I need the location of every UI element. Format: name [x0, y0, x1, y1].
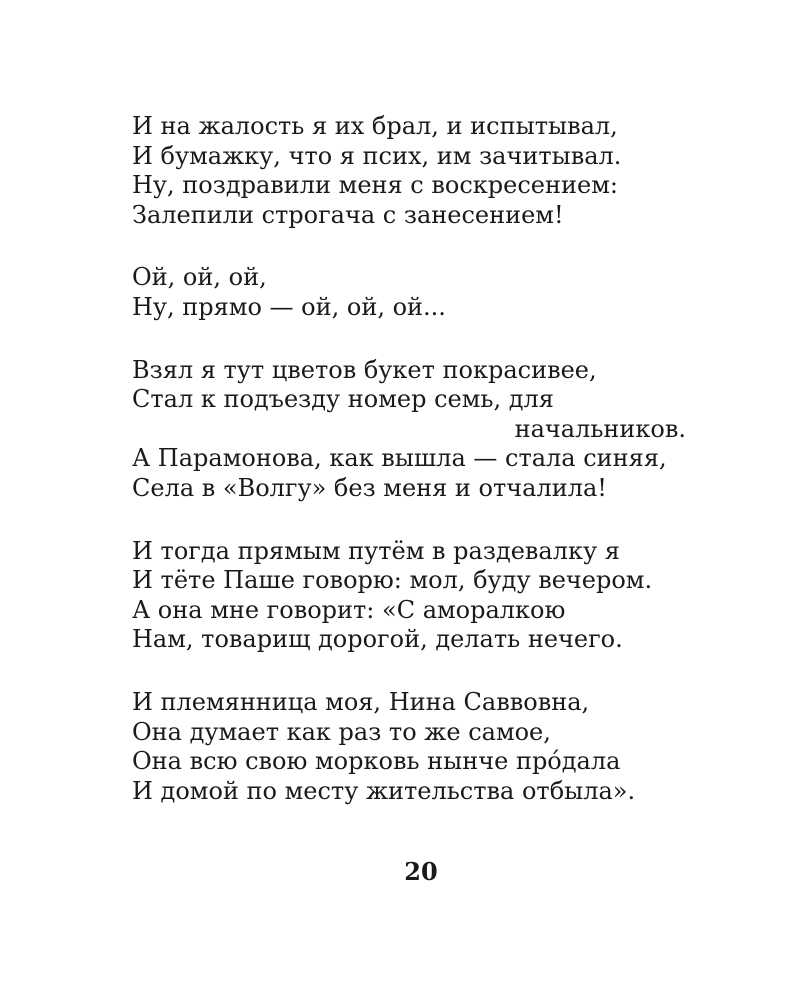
poem-line: Ну, поздравили меня с воскресением:	[132, 171, 618, 200]
poem-line-continuation: начальников.	[514, 414, 686, 443]
poem-line: И на жалость я их брал, и испытывал,	[132, 112, 618, 140]
poem-line: Ой, ой, ой,	[132, 263, 267, 292]
poem-line: И племянница моя, Нина Саввовна,	[132, 687, 590, 716]
poem-line: Стал к подъезду номер семь, для	[132, 385, 554, 414]
poem-line: Взял я тут цветов букет покрасивее,	[132, 355, 597, 384]
poem-line: И домой по месту жительства отбыла».	[132, 776, 636, 805]
poem-line: Нам, товарищ дорогой, делать нечего.	[132, 625, 623, 654]
poem-line: И тёте Паше говорю: мол, буду вечером.	[132, 566, 653, 595]
stanza-4	[132, 537, 712, 655]
poem-line: Она думает как раз то же самое,	[132, 717, 551, 746]
poem-line: А Парамонова, как вышла — стала синяя,	[132, 444, 667, 473]
stanza-1	[132, 112, 712, 230]
poem-line: Ну, прямо — ой, ой, ой...	[132, 292, 446, 321]
poem-line: Залепили строгача с занесением!	[132, 200, 564, 229]
poem-line: Она всю свою морковь нынче про́дала	[132, 747, 621, 776]
stanza-2	[132, 263, 712, 322]
poem-line: А она мне говорит: «С аморалкою	[132, 595, 566, 624]
poem-line: Села в «Волгу» без меня и отчалила!	[132, 473, 607, 502]
poem-line: И бумажку, что я псих, им зачитывал.	[132, 141, 622, 170]
stanza-3	[132, 356, 712, 504]
poem-line: И тогда прямым путём в раздевалку я	[132, 536, 620, 565]
poem-text	[132, 112, 712, 839]
page-number: 20	[404, 857, 438, 886]
stanza-5	[132, 688, 712, 806]
